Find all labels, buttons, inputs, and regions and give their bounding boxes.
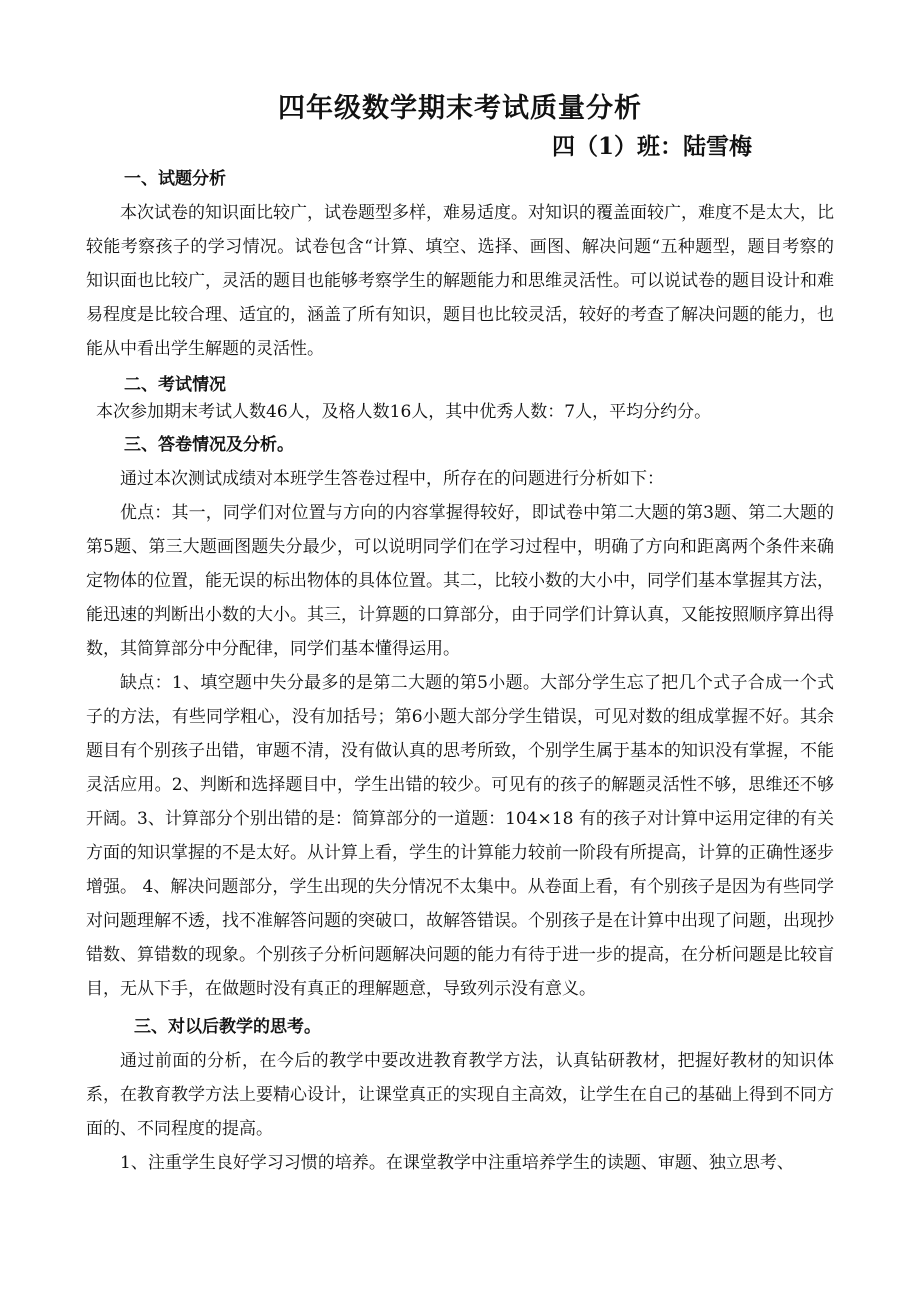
document-body xyxy=(86,162,834,1180)
paragraph: 缺点：1、填空题中失分最多的是第二大题的第5小题。大部分学生忘了把几个式子合成一个式子的方法，有些同学粗心，没有加括号；第6小题大部分学生错误，可见对数的组成掌握不好。其余题目有个别孩子出错，审题不清，没有做认真的思考所致，个别学生属于基本的知识没有掌握，不能灵活应用。2、判断和选择题目中，学生出错的较少。可见有的孩子的解题灵活性不够，思维还不够开阔。3、计算部分个别出错的是：简算部分的一道题：104×18 有的孩子对计算中运用定律的有关方面的知识掌握的不是太好。从计算上看，学生的计算能力较前一阶段有所提高，计算的正确性逐步增强。 4、解决问题部分，学生出现的失分情况不太集中。从卷面上看，有个别孩子是因为有些同学对问题理解不透，找不准解答问题的突破口，故解答错误。个别孩子是在计算中出现了问题，出现抄错数、算错数的现象。个别孩子分析问题解决问题的能力有待于进一步的提高，在分析问题是比较盲目，无从下手，在做题时没有真正的理解题意，导致列示没有意义。 xyxy=(86,673,834,999)
paragraph: 本次试卷的知识面比较广，试卷题型多样，难易适度。对知识的覆盖面较广，难度不是太大，比较能考察孩子的学习情况。试卷包含“计算、填空、选择、画图、解决问题“五种题型，题目考察的知识面也比较广，灵活的题目也能够考察学生的解题能力和思维灵活性。可以说试卷的题目设计和难易程度是比较合理、适宜的，涵盖了所有知识，题目也比较灵活，较好的考查了解决问题的能力，也能从中看出学生解题的灵活性。 xyxy=(86,203,834,359)
paragraph: 通过前面的分析，在今后的教学中要改进教育教学方法，认真钻研教材，把握好教材的知识体系，在教育教学方法上要精心设计，让课堂真正的实现自主高效，让学生在自己的基础上得到不同方面的、不同程度的提高。 xyxy=(86,1051,834,1139)
section-heading: 二、考试情况 xyxy=(124,375,226,395)
paragraph: 1、注重学生良好学习习惯的培养。在课堂教学中注重培养学生的读题、审题、独立思考、 xyxy=(120,1153,794,1173)
section-heading: 三、答卷情况及分析。 xyxy=(124,435,294,455)
paragraph: 优点：其一，同学们对位置与方向的内容掌握得较好，即试卷中第二大题的第3题、第二大题的第5题、第三大题画图题失分最少，可以说明同学们在学习过程中，明确了方向和距离两个条件来确定物体的位置，能无误的标出物体的具体位置。其二，比较小数的大小中，同学们基本掌握其方法，能迅速的判断出小数的大小。其三，计算题的口算部分，由于同学们计算认真，又能按照顺序算出得数，其简算部分中分配律，同学们基本懂得运用。 xyxy=(86,503,834,659)
paragraph: 通过本次测试成绩对本班学生答卷过程中，所存在的问题进行分析如下： xyxy=(120,469,664,489)
author-line: 四（1）班：陆雪梅 xyxy=(552,133,753,160)
section-heading: 三、对以后教学的思考。 xyxy=(134,1017,321,1037)
paragraph: 本次参加期末考试人数46人，及格人数16人，其中优秀人数：7人，平均分约分。 xyxy=(96,402,712,422)
document-title: 四年级数学期末考试质量分析 xyxy=(278,93,642,124)
section-heading: 一、试题分析 xyxy=(124,169,226,189)
